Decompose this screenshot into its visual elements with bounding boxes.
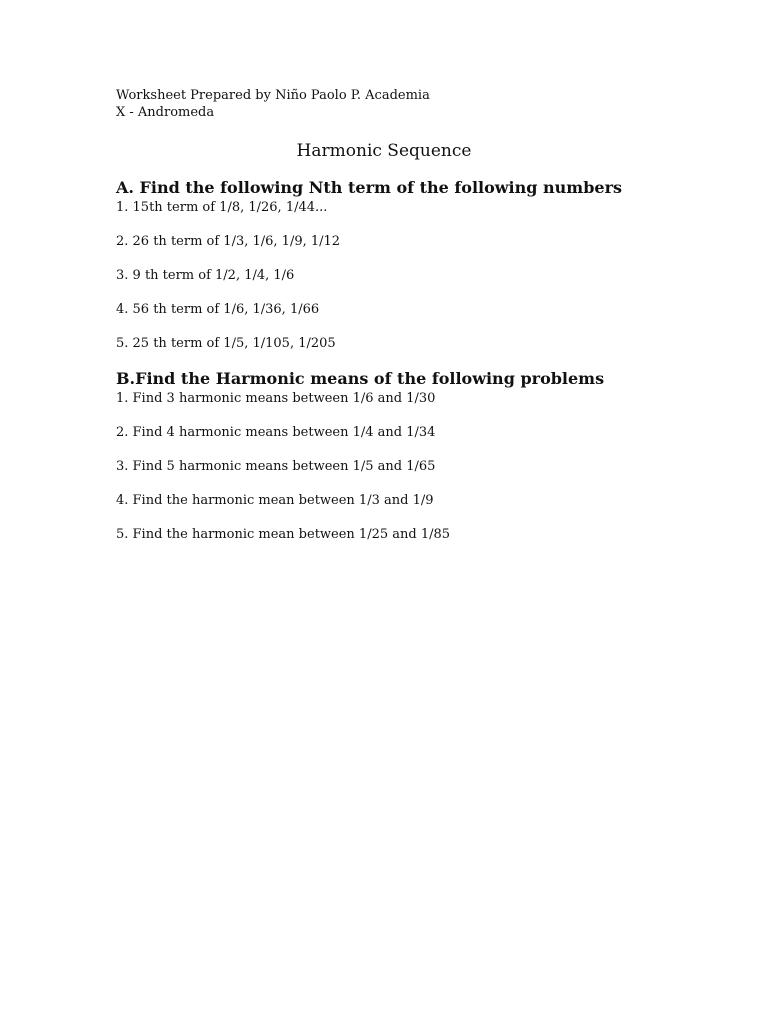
section-a-item-4: 4. 56 th term of 1/6, 1/36, 1/66 xyxy=(116,302,320,317)
section-b-item-4: 4. Find the harmonic mean between 1/3 and 1/9 xyxy=(116,493,434,508)
section-a-item-5: 5. 25 th term of 1/5, 1/105, 1/205 xyxy=(116,336,336,351)
section-b-item-1: 1. Find 3 harmonic means between 1/6 and 1/30 xyxy=(116,391,436,406)
section-b-item-2: 2. Find 4 harmonic means between 1/4 and 1/34 xyxy=(116,425,436,440)
class-section-line: X - Andromeda xyxy=(116,105,215,120)
page-title: Harmonic Sequence xyxy=(296,141,472,161)
section-a-item-3: 3. 9 th term of 1/2, 1/4, 1/6 xyxy=(116,268,295,283)
section-a-item-1: 1. 15th term of 1/8, 1/26, 1/44... xyxy=(116,200,328,215)
section-a-item-2: 2. 26 th term of 1/3, 1/6, 1/9, 1/12 xyxy=(116,234,341,249)
author-line: Worksheet Prepared by Niño Paolo P. Academia xyxy=(116,88,430,103)
section-b-item-3: 3. Find 5 harmonic means between 1/5 and 1/65 xyxy=(116,459,436,474)
section-a-heading: A. Find the following Nth term of the following numbers xyxy=(116,178,623,197)
section-b-item-5: 5. Find the harmonic mean between 1/25 and 1/85 xyxy=(116,527,451,542)
section-b-heading: B.Find the Harmonic means of the following problems xyxy=(116,369,605,388)
